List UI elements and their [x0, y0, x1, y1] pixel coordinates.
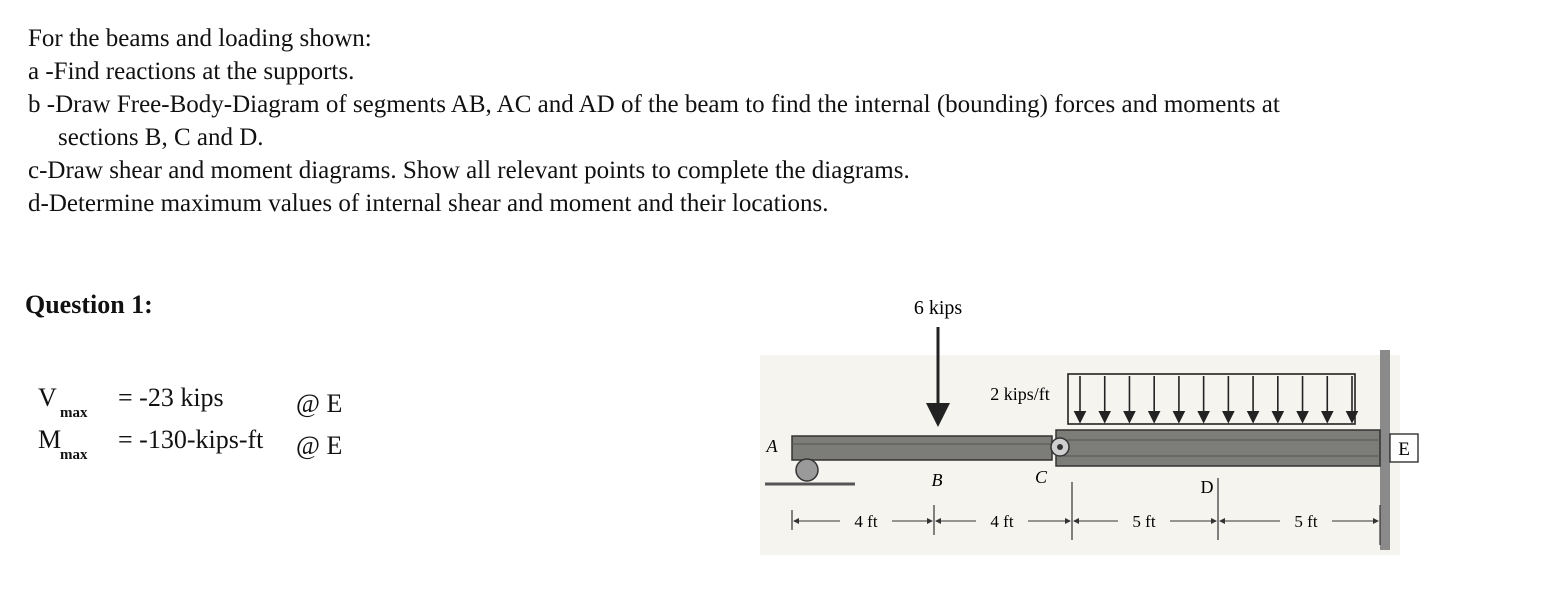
instruction-b: b -Draw Free-Body-Diagram of segments AB, AC and AD of the beam to find the internal (bounding) forces and moments at [28, 91, 1280, 118]
instruction-c: c-Draw shear and moment diagrams. Show all relevant points to complete the diagrams. [28, 157, 910, 184]
roller-support-a [796, 459, 818, 481]
vmax-value: = -23 kips [118, 383, 224, 412]
question-title: Question 1: [25, 290, 153, 319]
vmax-symbol: V [38, 383, 57, 412]
beam-segment-ac [792, 436, 1052, 460]
mmax-value: = -130-kips-ft [118, 425, 264, 454]
instruction-d: d-Determine maximum values of internal shear and moment and their locations. [28, 190, 829, 217]
dim-label-cd: 5 ft [1132, 512, 1156, 531]
vmax-subscript: max [60, 405, 88, 421]
hinge-c-pin [1057, 444, 1063, 450]
label-d: D [1200, 477, 1214, 497]
mmax-location: @ E [296, 431, 343, 460]
mmax-symbol: M [38, 425, 62, 454]
label-a: A [766, 436, 778, 456]
point-load-label: 6 kips [913, 297, 963, 319]
dim-label-de: 5 ft [1294, 512, 1318, 531]
instructions-intro: For the beams and loading shown: [28, 25, 372, 52]
label-c: C [1034, 467, 1048, 487]
dim-label-bc: 4 ft [990, 512, 1014, 531]
label-e: E [1398, 439, 1410, 460]
vmax-location: @ E [296, 389, 343, 418]
beam-segment-ce [1056, 430, 1380, 466]
instruction-a: a -Find reactions at the supports. [28, 58, 355, 85]
dim-label-ab: 4 ft [854, 512, 878, 531]
instruction-b-cont: sections B, C and D. [58, 124, 264, 151]
label-b: B [931, 470, 943, 490]
mmax-subscript: max [60, 447, 88, 463]
fixed-wall-support [1380, 350, 1390, 550]
distributed-load-label: 2 kips/ft [990, 384, 1050, 404]
